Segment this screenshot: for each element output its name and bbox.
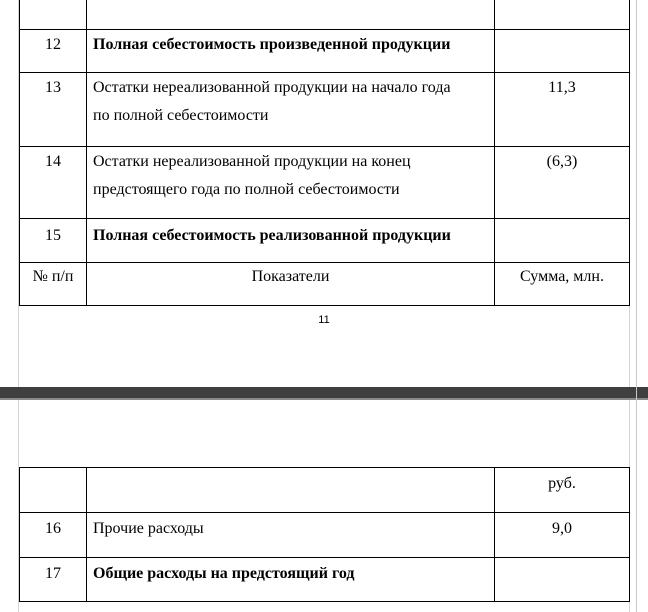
row-label: Общие расходы на предстоящий год [87, 558, 495, 602]
row-label-line: Остатки нереализованной продукции на конец [93, 153, 411, 170]
table-row [20, 513, 630, 558]
row-value: 11,3 [495, 73, 630, 147]
row-number [20, 0, 87, 30]
header-num-cont [20, 468, 87, 513]
row-number: 17 [20, 558, 87, 602]
row-label: Полная себестоимость реализованной продукции [87, 219, 495, 263]
row-label [87, 73, 495, 147]
costs-table-bottom [19, 467, 630, 602]
row-label: Прочие расходы [87, 513, 495, 558]
table-row [20, 219, 630, 263]
document-page-top [18, 0, 630, 387]
table-row [20, 73, 630, 147]
window-edge [636, 0, 637, 612]
header-num: № п/п [20, 263, 87, 306]
table-row [20, 0, 630, 30]
page-number: 11 [318, 314, 330, 326]
table-header-row [20, 263, 630, 306]
table-row [20, 30, 630, 73]
row-label-line: Остатки нереализованной продукции на начало года [93, 79, 451, 96]
table-header-row [20, 468, 630, 513]
table-row [20, 558, 630, 602]
row-label [87, 147, 495, 219]
row-value [495, 30, 630, 73]
header-label: Показатели [87, 263, 495, 306]
row-value [495, 0, 630, 30]
row-number: 16 [20, 513, 87, 558]
row-number: 12 [20, 30, 87, 73]
row-label: Полная себестоимость произведенной продукции [87, 30, 495, 73]
row-label [87, 0, 495, 30]
row-number: 14 [20, 147, 87, 219]
row-label-line: предстоящего года по полной себестоимости [93, 181, 400, 198]
row-number: 15 [20, 219, 87, 263]
row-number: 13 [20, 73, 87, 147]
header-value-cont: руб. [495, 468, 630, 513]
row-label-line: по полной себестоимости [93, 107, 269, 124]
costs-table-top [19, 0, 630, 306]
header-label-cont [87, 468, 495, 513]
row-value: (6,3) [495, 147, 630, 219]
document-page-bottom [18, 400, 630, 612]
header-value: Сумма, млн. [495, 263, 630, 306]
row-value [495, 219, 630, 263]
table-row [20, 147, 630, 219]
row-value: 9,0 [495, 513, 630, 558]
row-value [495, 558, 630, 602]
